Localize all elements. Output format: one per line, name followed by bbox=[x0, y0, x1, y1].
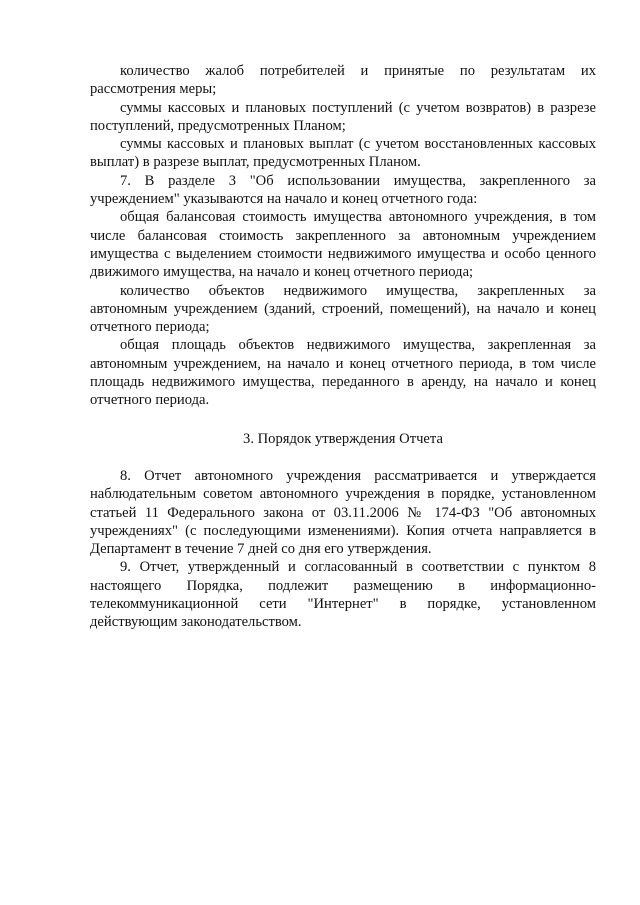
paragraph-item-9: 9. Отчет, утвержденный и согласованный в соответствии с пунктом 8 настоящего Порядка, подлежит размещению в информационно-телекоммуникационной сети "Интернет" в порядке, установленном действующим законодательством. bbox=[90, 559, 596, 631]
paragraph-item-7: 7. В разделе 3 "Об использовании имущества, закрепленного за учреждением" указываются на начало и конец отчетного года: bbox=[90, 172, 596, 208]
paragraph-complaints: количество жалоб потребителей и принятые по результатам их рассмотрения меры; bbox=[90, 63, 596, 98]
paragraph-property-area: общая площадь объектов недвижимого имущества, закрепленная за автономным учреждением, на начало и конец отчетного периода, в том числе площадь недвижимого имущества, переданного в аренду, на начало и конец отчетного периода. bbox=[90, 337, 596, 409]
paragraph-payments: суммы кассовых и плановых выплат (с учетом восстановленных кассовых выплат) в разрезе выплат, предусмотренных Планом. bbox=[90, 136, 596, 171]
paragraph-item-8: 8. Отчет автономного учреждения рассматривается и утверждается наблюдательным советом автономного учреждения в порядке, установленном статьей 11 Федерального закона от 03.11.2006 № 174-ФЗ "Об автономных учреждениях" (с последующими изменениями). Копия отчета направляется в Департамент в течение 7 дней со дня его утверждения. bbox=[90, 467, 596, 558]
document-page bbox=[90, 62, 596, 632]
section-heading: 3. Порядок утверждения Отчета bbox=[243, 430, 443, 447]
paragraph-balance-value: общая балансовая стоимость имущества автономного учреждения, в том числе балансовая стоимость закрепленного за автономным учреждением имущества с выделением стоимости недвижимого имущества и особо ценного движимого имущества, на начало и конец отчетного периода; bbox=[90, 209, 596, 281]
paragraph-receipts: суммы кассовых и плановых поступлений (с учетом возвратов) в разрезе поступлений, предусмотренных Планом; bbox=[90, 99, 596, 134]
paragraph-property-count: количество объектов недвижимого имущества, закрепленных за автономным учреждением (зданий, строений, помещений), на начало и конец отчетного периода; bbox=[90, 282, 596, 336]
